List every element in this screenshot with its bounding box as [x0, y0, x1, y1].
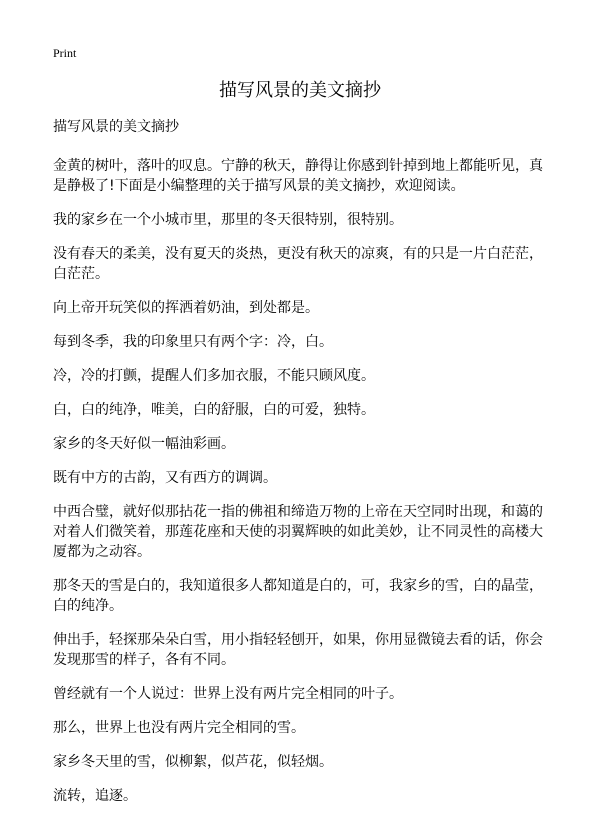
paragraph: 那冬天的雪是白的，我知道很多人都知道是白的，可，我家乡的雪，白的晶莹，白的纯净。 — [53, 578, 543, 614]
paragraph: 冷，冷的打颤，提醒人们多加衣服，不能只顾风度。 — [53, 368, 375, 384]
paragraph: 白，白的纯净，唯美，白的舒服，白的可爱，独特。 — [53, 402, 375, 418]
paragraph: 家乡的冬天好似一幅油彩画。 — [53, 436, 235, 452]
paragraph: 曾经就有一个人说过：世界上没有两片完全相同的叶子。 — [53, 686, 403, 702]
paragraph: 伸出手，轻探那朵朵白雪，用小指轻轻刨开，如果，你用显微镜去看的话，你会发现那雪的样子，各有不同。 — [53, 632, 543, 668]
article-body — [53, 117, 553, 820]
paragraph: 我的家乡在一个小城市里，那里的冬天很特别，很特别。 — [53, 212, 403, 228]
paragraph: 中西合璧，就好似那拈花一指的佛祖和缔造万物的上帝在天空同时出现，和蔼的对着人们微笑着，那莲花座和天使的羽翼辉映的如此美妙，让不同灵性的高楼大厦都为之动容。 — [53, 504, 543, 560]
print-link[interactable]: Print — [53, 46, 77, 60]
paragraph: 家乡冬天里的雪，似柳絮，似芦花，似轻烟。 — [53, 754, 333, 770]
page-title: 描写风景的美文摘抄 — [219, 80, 381, 101]
paragraph: 流转，追逐。 — [53, 788, 137, 804]
paragraph: 没有春天的柔美，没有夏天的炎热，更没有秋天的凉爽，有的只是一片白茫茫，白茫茫。 — [53, 246, 543, 282]
paragraph: 那么，世界上也没有两片完全相同的雪。 — [53, 720, 305, 736]
paragraph: 向上帝开玩笑似的挥洒着奶油，到处都是。 — [53, 300, 319, 316]
paragraph: 既有中方的古韵，又有西方的调调。 — [53, 470, 277, 486]
article-subtitle: 描写风景的美文摘抄 — [53, 119, 179, 135]
paragraph: 金黄的树叶，落叶的叹息。宁静的秋天，静得让你感到针掉到地上都能听见，真是静极了!下面是小编整理的关于描写风景的美文摘抄，欢迎阅读。 — [53, 158, 543, 194]
paragraph: 每到冬季，我的印象里只有两个字：冷，白。 — [53, 334, 333, 350]
